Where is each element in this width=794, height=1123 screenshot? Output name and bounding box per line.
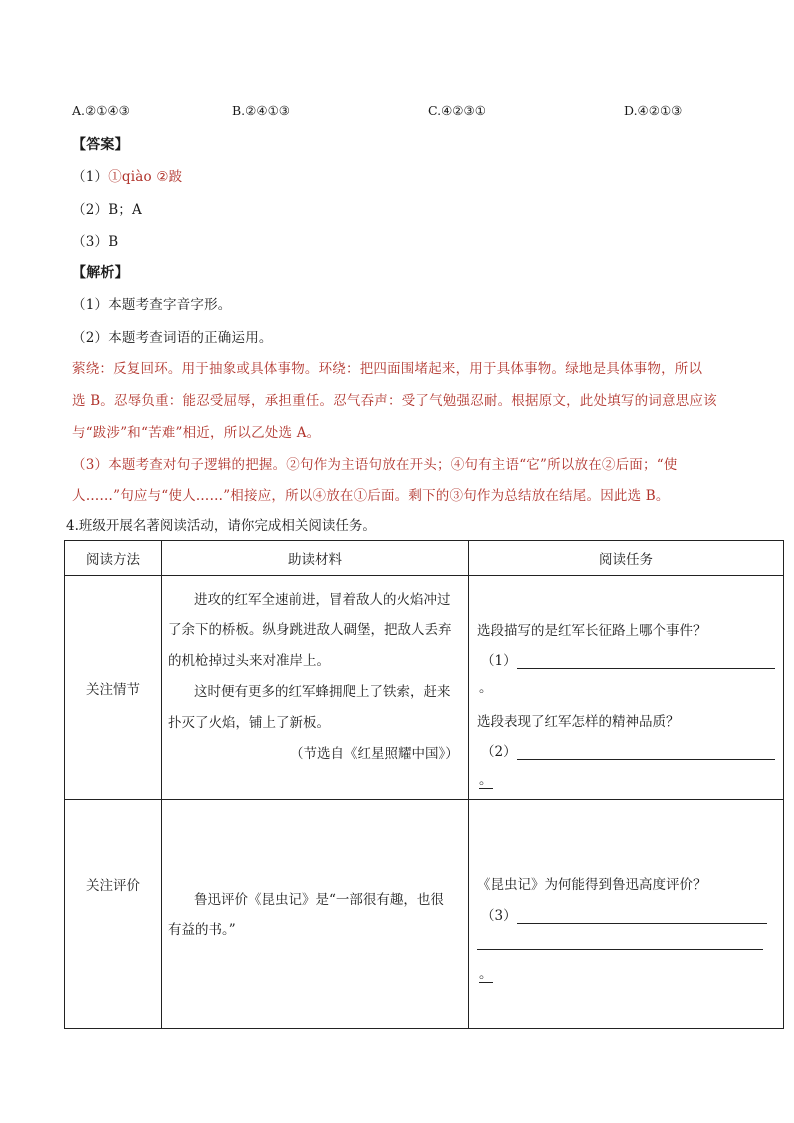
blank-label: （2） — [481, 744, 517, 760]
analysis-line: （2）本题考查词语的正确运用。 — [72, 330, 273, 346]
header-method: 阅读方法 — [65, 541, 162, 576]
analysis-line: 选 B。忍辱负重：能忍受屈辱，承担重任。忍气吞声：受了气勉强忍耐。根据原文，此处填写的词意思应该 — [72, 393, 717, 409]
period: 。 — [479, 680, 493, 696]
blank-label: （1） — [481, 653, 517, 669]
answer-line[interactable] — [517, 745, 775, 760]
reading-task-table — [64, 540, 784, 1029]
analysis-line: 与“跋涉”和“苦难”相近，所以乙处选 A。 — [72, 425, 321, 441]
material-line: 了余下的桥板。纵身跳进敌人碉堡，把敌人丢弃 — [168, 622, 452, 638]
answer-q2: （2）B；A — [72, 202, 142, 218]
task-question: 《昆虫记》为何能得到鲁迅高度评价？ — [477, 877, 707, 893]
answer-line[interactable] — [517, 909, 767, 924]
task-cell — [469, 800, 784, 1029]
analysis-line: 萦绕：反复回环。用于抽象或具体事物。环绕：把四面围堵起来，用于具体事物。绿地是具体事物，所以 — [72, 361, 703, 377]
analysis-line: （3）本题考查对句子逻辑的把握。②句作为主语句放在开头；④句有主语“它”所以放在②后面；“使 — [72, 457, 678, 473]
header-task: 阅读任务 — [469, 541, 784, 576]
option-d: D.④②①③ — [624, 103, 683, 118]
table-row — [65, 576, 784, 800]
material-line: 进攻的红军全速前进，冒着敌人的火焰冲过 — [194, 592, 451, 608]
answer-blank-3[interactable] — [481, 904, 767, 924]
task-question: 选段表现了红军怎样的精神品质？ — [477, 714, 680, 730]
material-source: （节选自《红星照耀中国》） — [290, 746, 459, 762]
table-header-row — [65, 541, 784, 576]
material-line: 这时便有更多的红军蜂拥爬上了铁索，赶来 — [194, 684, 451, 700]
method-cell — [65, 576, 162, 800]
analysis-heading: 【解析】 — [72, 265, 129, 281]
period — [479, 768, 493, 789]
material-line: 有益的书。” — [168, 922, 236, 938]
period — [479, 962, 493, 983]
method-label: 关注情节 — [86, 681, 140, 698]
option-c: C.④②③① — [428, 103, 486, 118]
task-cell — [469, 576, 784, 800]
answer-line-continued[interactable] — [477, 934, 763, 950]
period-mark: 。 — [479, 768, 493, 789]
answer-q3: （3）B — [72, 234, 119, 250]
answer-blank-1[interactable] — [481, 649, 775, 669]
option-b: B.②④①③ — [232, 103, 290, 118]
method-cell — [65, 800, 162, 1029]
material-cell — [162, 576, 469, 800]
answer-q1-prefix: （1） — [72, 169, 109, 185]
material-line: 的机枪掉过头来对准岸上。 — [168, 653, 330, 669]
material-line: 鲁迅评价《昆虫记》是“一部很有趣，也很 — [194, 892, 444, 908]
blank-label: （3） — [481, 908, 517, 924]
method-label: 关注评价 — [86, 878, 140, 894]
option-a: A.②①④③ — [72, 103, 130, 118]
analysis-line: 人……”句应与“使人……”相接应，所以④放在①后面。剩下的③句作为总结放在结尾。因此选 B。 — [72, 488, 670, 504]
material-line: 扑灭了火焰，铺上了新板。 — [168, 715, 330, 731]
analysis-line: （1）本题考查字音字形。 — [72, 297, 232, 313]
task-question: 选段描写的是红军长征路上哪个事件？ — [477, 623, 707, 639]
table-row — [65, 800, 784, 1029]
header-material: 助读材料 — [162, 541, 469, 576]
material-cell — [162, 800, 469, 1029]
period-mark: 。 — [479, 962, 493, 983]
answer-heading: 【答案】 — [72, 137, 129, 153]
question-4-title: 4.班级开展名著阅读活动，请你完成相关阅读任务。 — [66, 518, 376, 534]
answer-blank-2[interactable] — [481, 740, 775, 760]
answer-q1-value: ①qiào ②跛 — [108, 169, 183, 185]
answer-q1 — [72, 165, 182, 185]
answer-line[interactable] — [517, 654, 775, 669]
